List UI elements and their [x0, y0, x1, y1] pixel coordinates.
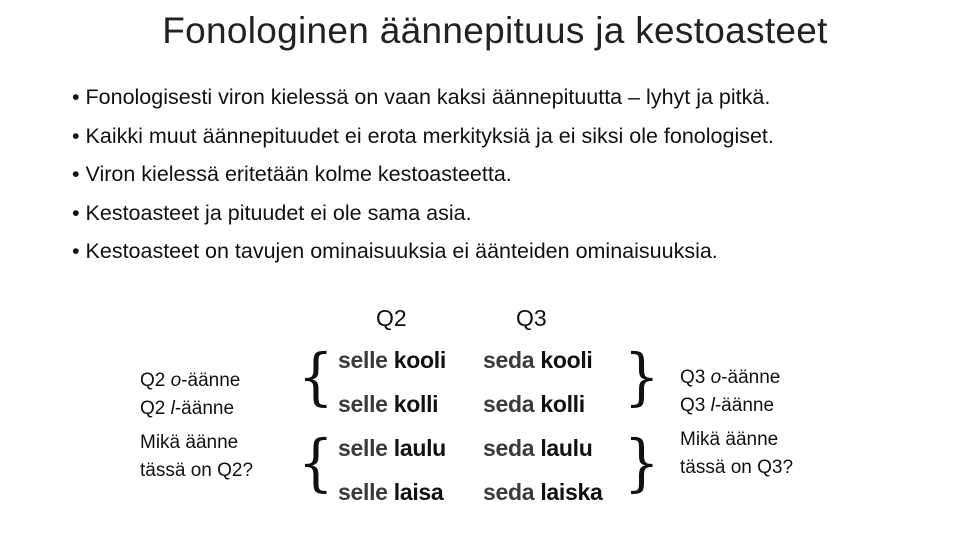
- slide-title: Fonologinen äännepituus ja kestoasteet: [162, 10, 828, 51]
- note-prefix: Q2: [140, 398, 171, 419]
- example-word: seda: [483, 435, 535, 461]
- example-word: kooli: [393, 347, 446, 373]
- q2-example-row: [338, 391, 438, 418]
- bullet-item: • Viron kielessä eritetään kolme kestoasteetta.: [72, 155, 774, 194]
- q2-l-note: [140, 395, 253, 423]
- left-brace-top: {: [297, 340, 334, 413]
- example-word: selle: [338, 391, 388, 417]
- q2-o-note: [140, 367, 253, 395]
- q3-example-row: [483, 435, 593, 462]
- q2-question-line1: Mikä äänne: [140, 432, 239, 453]
- example-word: laulu: [393, 435, 446, 461]
- example-word: laiska: [540, 479, 603, 505]
- note-suffix: -äänne: [181, 370, 241, 391]
- note-sound: o: [710, 367, 722, 388]
- note-prefix: Q2: [140, 370, 171, 391]
- q2-example-row: [338, 435, 446, 462]
- q3-example-row: [483, 391, 585, 418]
- q3-column-label: Q3: [516, 305, 547, 331]
- q3-question-line1: Mikä äänne: [680, 429, 779, 450]
- note-sound: l: [710, 395, 715, 416]
- example-word: seda: [483, 391, 535, 417]
- q3-l-note: [680, 392, 793, 420]
- right-notes: [680, 364, 793, 482]
- bullet-item: • Fonologisesti viron kielessä on vaan kaksi äännepituutta – lyhyt ja pitkä.: [72, 78, 774, 117]
- left-notes: [140, 367, 253, 485]
- example-word: selle: [338, 479, 388, 505]
- example-word: laulu: [540, 435, 593, 461]
- bullet-item: • Kestoasteet ja pituudet ei ole sama asia.: [72, 194, 774, 233]
- right-brace-top: }: [623, 340, 660, 413]
- note-prefix: Q3: [680, 367, 711, 388]
- right-brace-bottom: }: [623, 426, 660, 499]
- note-sound: l: [170, 398, 175, 419]
- note-suffix: -äänne: [714, 395, 775, 416]
- q3-question-line2: tässä on Q3?: [680, 457, 794, 478]
- q2-example-row: [338, 479, 443, 506]
- q3-o-note: [680, 364, 793, 392]
- example-word: selle: [338, 435, 388, 461]
- note-sound: o: [170, 370, 182, 391]
- example-word: kolli: [540, 391, 585, 417]
- left-brace-bottom: {: [297, 426, 334, 499]
- bullet-item: • Kaikki muut äännepituudet ei erota merkityksiä ja ei siksi ole fonologiset.: [72, 117, 774, 156]
- example-word: seda: [483, 479, 535, 505]
- example-word: laisa: [393, 479, 444, 505]
- note-suffix: -äänne: [174, 398, 235, 419]
- q2-question-line2: tässä on Q2?: [140, 460, 254, 481]
- q2-example-row: [338, 347, 446, 374]
- bullet-list: [72, 78, 774, 271]
- example-word: kooli: [540, 347, 593, 373]
- note-suffix: -äänne: [721, 367, 781, 388]
- example-word: selle: [338, 347, 388, 373]
- q2-column-label: Q2: [376, 305, 407, 331]
- q3-example-row: [483, 479, 602, 506]
- bullet-item: • Kestoasteet on tavujen ominaisuuksia ei äänteiden ominaisuuksia.: [72, 232, 774, 271]
- note-prefix: Q3: [680, 395, 711, 416]
- example-word: seda: [483, 347, 535, 373]
- example-word: kolli: [393, 391, 439, 417]
- q3-example-row: [483, 347, 593, 374]
